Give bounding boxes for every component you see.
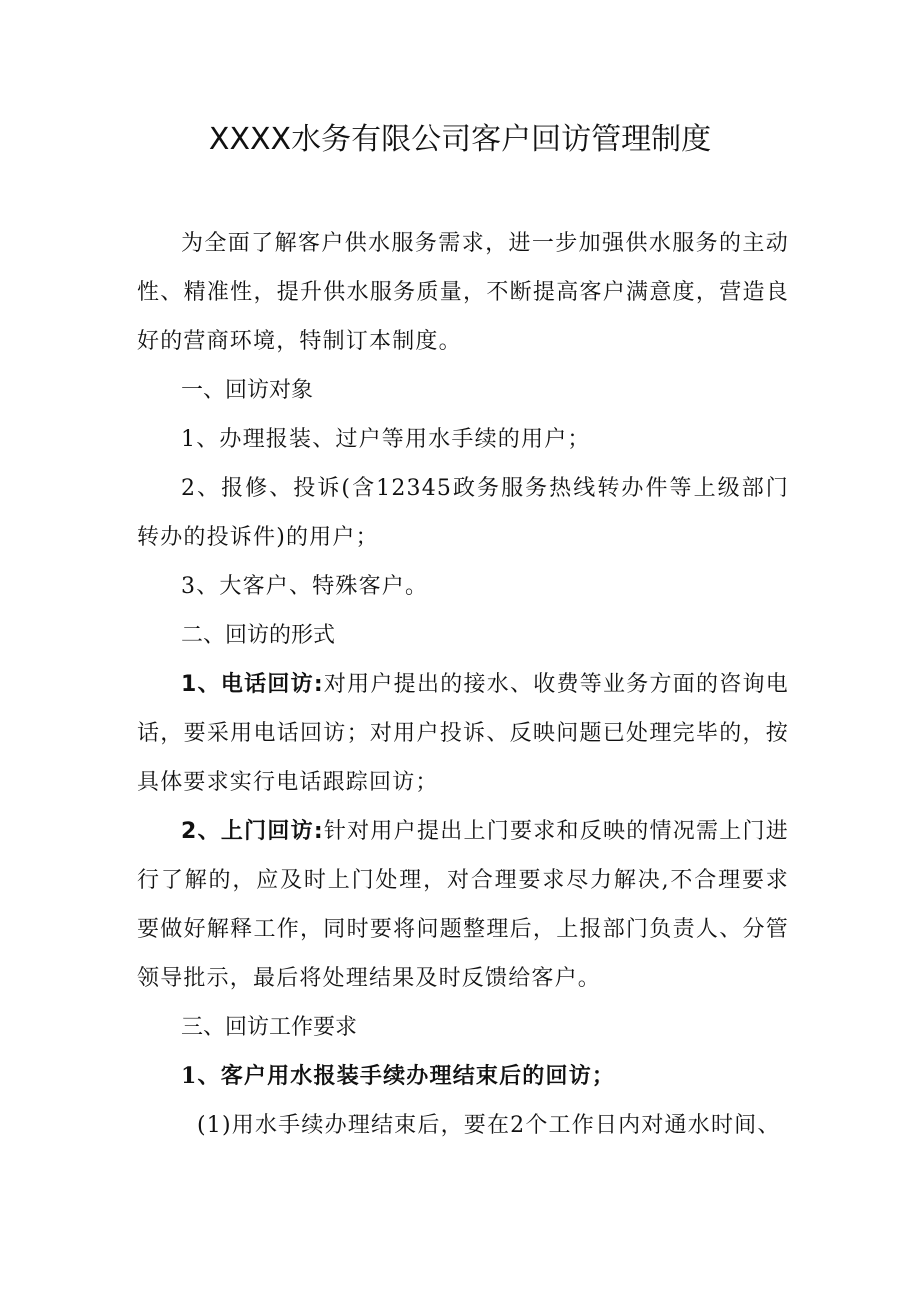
phone-visit-label: 1、电话回访:	[181, 672, 324, 697]
section2-item-onsite	[137, 807, 789, 1003]
section1-item-3: 3、大客户、特殊客户。	[181, 574, 429, 599]
section3-item-1: (1)用水手续办理结束后，要在2个工作日内对通水时间、	[197, 1113, 781, 1138]
onsite-visit-label: 2、上门回访:	[181, 819, 324, 844]
intro-paragraph: 为全面了解客户供水服务需求，进一步加强供水服务的主动性、精准性，提升供水服务质量，不断提高客户满意度，营造良好的营商环境，特制订本制度。	[137, 231, 789, 354]
document-title: XXXX水务有限公司客户回访管理制度	[208, 122, 712, 157]
document-body	[137, 219, 789, 1150]
section-heading-3: 三、回访工作要求	[181, 1015, 358, 1040]
section1-item-1: 1、办理报装、过户等用水手续的用户；	[181, 427, 591, 452]
section3-subheading: 1、客户用水报装手续办理结束后的回访；	[181, 1063, 616, 1089]
section-heading-1: 一、回访对象	[181, 378, 314, 403]
phone-visit-text: 对用户提出的接水、收费等业务方面的咨询电话，要采用电话回访；对用户投诉、反映问题已处理完毕的，按具体要求实行电话跟踪回访；	[137, 672, 789, 795]
onsite-visit-text: 针对用户提出上门要求和反映的情况需上门进行了解的，应及时上门处理，对合理要求尽力解决,不合理要求要做好解释工作，同时要将问题整理后，上报部门负责人、分管领导批示，最后将处理结果及时反馈给客户。	[137, 819, 789, 991]
section2-item-phone	[137, 660, 789, 807]
section-heading-2: 二、回访的形式	[181, 623, 336, 648]
section1-item-2: 2、报修、投诉(含12345政务服务热线转办件等上级部门转办的投诉件)的用户；	[137, 476, 789, 550]
